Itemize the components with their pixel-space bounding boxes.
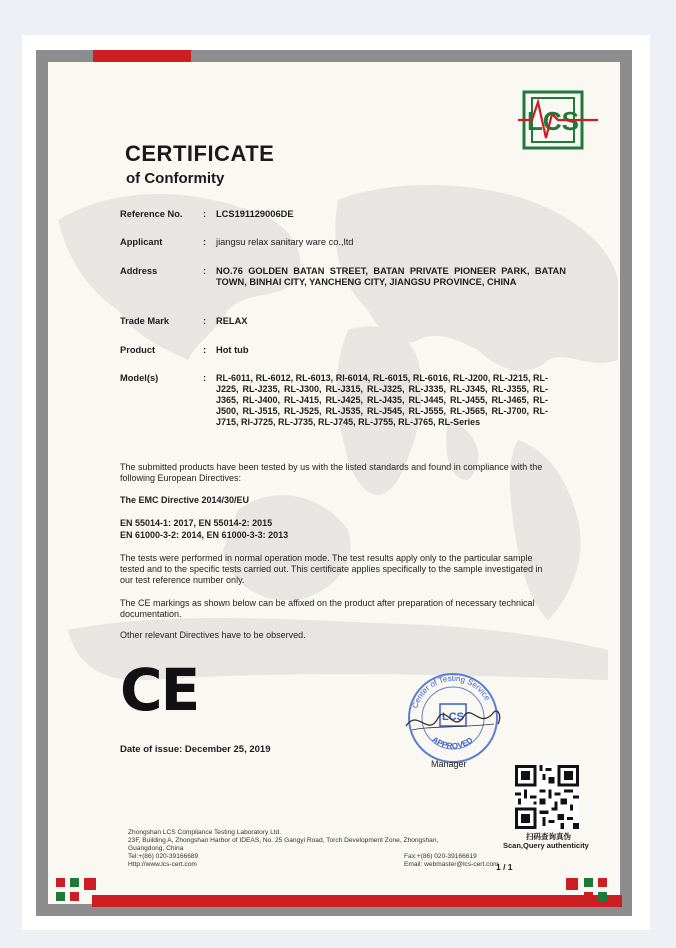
lab-name: Zhongshan LCS Compliance Testing Laboratory Ltd. — [128, 829, 282, 836]
lab-website: Http://www.lcs-cert.com — [128, 861, 197, 868]
colon: : — [203, 237, 207, 247]
colon: : — [203, 345, 207, 355]
ce-mark: CE — [120, 656, 199, 724]
decor-square — [84, 878, 96, 890]
address-value: NO.76 GOLDEN BATAN STREET, BATAN PRIVATE PIONEER PARK, BATAN TOWN, BINHAI CITY, YANCHENG CITY, JIANGSU PROVINCE, CHINA — [216, 266, 566, 287]
svg-text:APPROVED — [430, 735, 474, 751]
contact-row-2 — [128, 861, 508, 869]
manager-label: Manager — [431, 759, 467, 769]
decor-square — [598, 892, 607, 901]
certificate-title: CERTIFICATE — [125, 141, 275, 166]
trademark-label: Trade Mark — [120, 316, 170, 326]
lab-email: Email: webmaster@lcs-cert.com — [404, 861, 499, 868]
ce-marking-statement: The CE markings as shown below can be affixed on the product after preparation of necessary technical documentation. — [120, 598, 535, 619]
approval-stamp — [398, 668, 508, 768]
stamp-logo-letters: LCS — [442, 711, 464, 723]
models-value: RL-6011, RL-6012, RL-6013, RI-6014, RL-6015, RL-6016, RL-J200, RL-J215, RL-J225, RL-J235, RL-J300, RL-J315, RL-J325, RL-J335, RL-J345, RL-J355, RL-J365, RL-J400, RL-J415, RL-J425, RL-J435, RL-J445, RL-J455, RL-J465, RL-J500, RL-J515, RL-J525, RL-J535, RL-J545, RL-J555, RL-J565, RL-J700, RL-J715, RI-J725, RL-J735, RL-J745, RL-J755, RL-J765, RL-Series — [216, 373, 548, 427]
tested-statement: The submitted products have been tested by us with the listed standards and found in compliance with the following European Directives: — [120, 462, 543, 483]
decor-square — [584, 892, 593, 901]
applicant-label: Applicant — [120, 237, 163, 247]
decor-square — [598, 878, 607, 887]
decor-square — [584, 878, 593, 887]
lab-footer — [128, 829, 508, 869]
certificate-subtitle: of Conformity — [126, 170, 225, 187]
decor-square — [56, 878, 65, 887]
colon: : — [203, 209, 207, 219]
applicant-value: jiangsu relax sanitary ware co.,ltd — [216, 237, 354, 247]
stamp-bottom-text: APPROVED — [430, 734, 475, 751]
standard-line-1: EN 55014-1: 2017, EN 55014-2: 2015 — [120, 518, 273, 528]
lab-address-line1: 23F, Building A, Zhongshan Harbor of IDEAS, No. 25 Gangyi Road, Torch Development Zone, Zhongshan, — [128, 837, 439, 844]
tests-statement: The tests were performed in normal operation mode. The test results apply only to the particular sample tested and to the specific tests carried out. This certificate applies specifically to the sample investigated in our test reference number only. — [120, 553, 543, 585]
decor-square — [56, 892, 65, 901]
decor-square — [70, 878, 79, 887]
contact-row-1 — [128, 853, 508, 861]
stamp-top-text: Center of Testing Service — [410, 673, 493, 710]
qr-label-chinese: 扫码查询真伪 — [526, 832, 571, 841]
page-number: 1 / 1 — [496, 862, 513, 872]
colon: : — [203, 266, 207, 276]
colon: : — [203, 316, 207, 326]
lab-address-line2: Guangdong, China — [128, 845, 184, 852]
logo-letters: LCS — [527, 106, 579, 136]
lcs-logo — [518, 90, 598, 150]
top-red-bar — [93, 50, 191, 62]
qr-code — [515, 765, 579, 829]
issue-date: Date of issue: December 25, 2019 — [120, 744, 271, 755]
trademark-value: RELAX — [216, 316, 248, 326]
colon: : — [203, 373, 207, 383]
other-directives: Other relevant Directives have to be observed. — [120, 630, 306, 640]
standard-line-2: EN 61000-3-2: 2014, EN 61000-3-3: 2013 — [120, 530, 289, 540]
lab-tel: Tel:+(86) 020-39166689 — [128, 853, 199, 860]
address-label: Address — [120, 266, 158, 276]
product-label: Product — [120, 345, 156, 355]
qr-label-english: Scan,Query authenticity — [503, 841, 589, 850]
reference-value: LCS191129006DE — [216, 209, 294, 219]
reference-label: Reference No. — [120, 209, 183, 219]
models-label: Model(s) — [120, 373, 159, 383]
lab-fax: Fax:+(86) 020-39166619 — [404, 853, 477, 860]
product-value: Hot tub — [216, 345, 249, 355]
decor-square — [70, 892, 79, 901]
decor-square — [566, 878, 578, 890]
directive-name: The EMC Directive 2014/30/EU — [120, 495, 250, 505]
bottom-red-bar — [92, 895, 622, 907]
